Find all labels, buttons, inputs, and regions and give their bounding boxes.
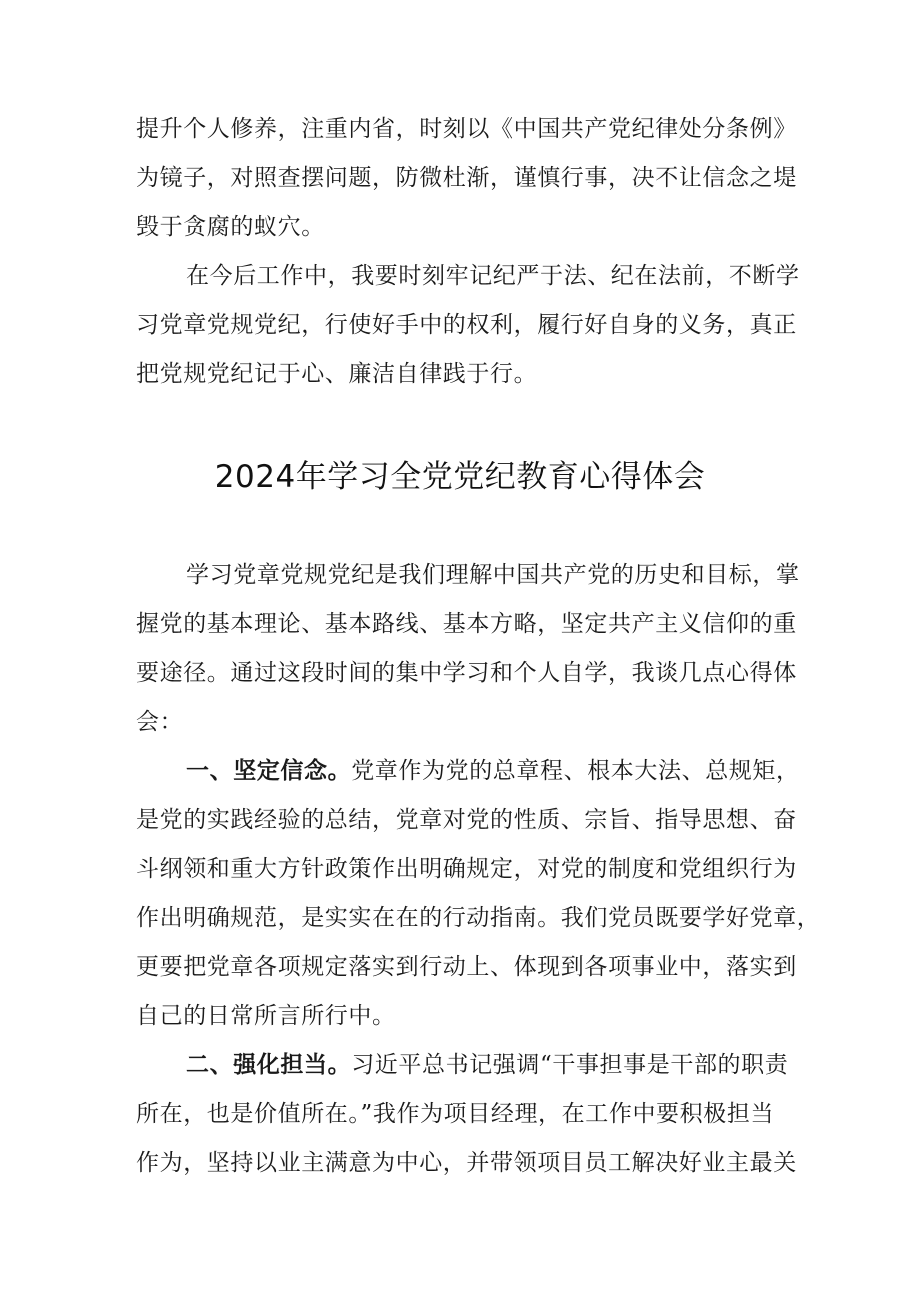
paragraph-line: 是党的实践经验的总结，党章对党的性质、宗旨、指导思想、奋 xyxy=(136,807,797,833)
paragraph-line: 毁于贪腐的蚁穴。 xyxy=(136,214,325,240)
paragraph-line: 要途径。通过这段时间的集中学习和个人自学，我谈几点心得体 xyxy=(136,660,797,686)
paragraph-line: 在今后工作中，我要时刻牢记纪严于法、纪在法前，不断学 xyxy=(186,263,800,289)
section-1-first-line-text: 党章作为党的总章程、根本大法、总规矩， xyxy=(351,758,800,784)
paragraph-line: 习党章党规党纪，行使好手中的权利，履行好自身的义务，真正 xyxy=(136,312,797,338)
section-1-heading: 一、坚定信念。 xyxy=(186,758,352,784)
paragraph-line: 作出明确规范，是实实在在的行动指南。我们党员既要学好党章， xyxy=(136,905,821,931)
document-title: 2024年学习全党党纪教育心得体会 xyxy=(214,459,706,495)
paragraph-line: 斗纲领和重大方针政策作出明确规定，对党的制度和党组织行为 xyxy=(136,856,797,882)
paragraph-line: 自己的日常所言所行中。 xyxy=(136,1003,396,1029)
section-2-heading: 二、强化担当。 xyxy=(186,1052,352,1078)
paragraph-line: 为镜子，对照查摆问题，防微杜渐，谨慎行事，决不让信念之堤 xyxy=(136,165,797,191)
paragraph-line: 提升个人修养，注重内省，时刻以《中国共产党纪律处分条例》 xyxy=(136,116,797,142)
section-2-first-line xyxy=(186,1049,846,1081)
paragraph-line: 所在，也是价值所在。”我作为项目经理，在工作中要积极担当 xyxy=(136,1101,775,1127)
paragraph-line: 作为，坚持以业主满意为中心，并带领项目员工解决好业主最关 xyxy=(136,1150,797,1176)
paragraph-line: 更要把党章各项规定落实到行动上、体现到各项事业中，落实到 xyxy=(136,954,797,980)
paragraph-line: 把党规党纪记于心、廉洁自律践于行。 xyxy=(136,361,538,387)
section-1-first-line xyxy=(186,755,846,787)
paragraph-line: 学习党章党规党纪是我们理解中国共产党的历史和目标，掌 xyxy=(186,562,800,588)
paragraph-line: 会： xyxy=(136,709,184,735)
paragraph-line: 握党的基本理论、基本路线、基本方略，坚定共产主义信仰的重 xyxy=(136,611,797,637)
section-2-first-line-text: 习近平总书记强调“干事担事是干部的职责 xyxy=(351,1052,789,1078)
